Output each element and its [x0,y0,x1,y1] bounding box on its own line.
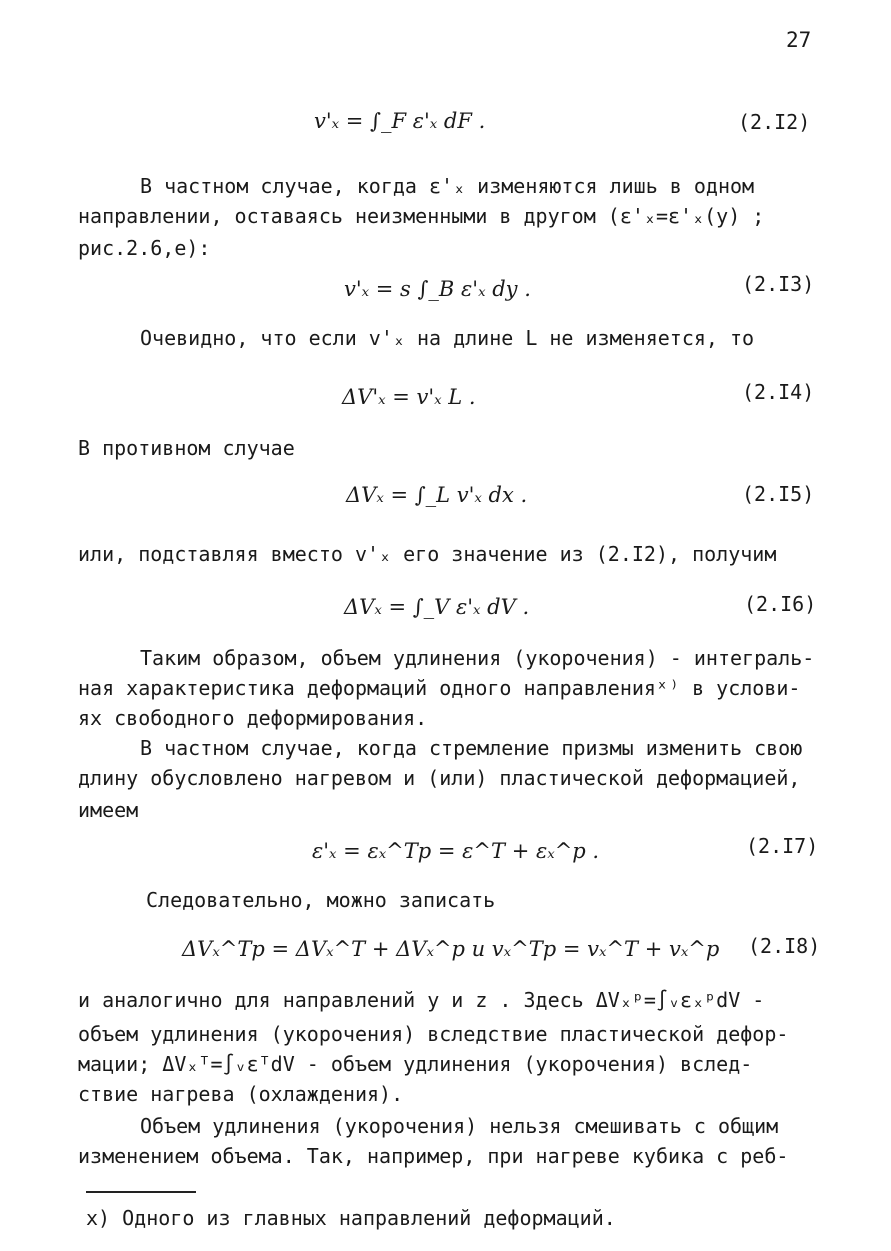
page-number: 27 [786,28,812,52]
equation-number-2-15: (2.I5) [742,482,815,506]
text-line: Объем удлинения (укорочения) нельзя смешивать с общим [140,1114,779,1138]
equation-number-2-16: (2.I6) [744,592,817,616]
text-line: Очевидно, что если v'ₓ на длине L не изменяется, то [140,326,755,350]
text-line: имеем [78,798,139,822]
equation-number-2-18: (2.I8) [748,934,821,958]
text-line: направлении, оставаясь неизменными в другом (ε'ₓ=ε'ₓ(y) ; [78,204,765,228]
text-line: ная характеристика деформаций одного направленияˣ⁾ в услови- [78,676,801,700]
text-line: В частном случае, когда ε'ₓ изменяются лишь в одном [140,174,755,198]
text-line: изменением объема. Так, например, при нагреве кубика с реб- [78,1144,789,1168]
equation-number-2-17: (2.I7) [746,834,819,858]
text-line: Таким образом, объем удлинения (укорочения) - интеграль- [140,646,815,670]
text-line: объем удлинения (укорочения) вследствие пластической дефор- [78,1022,789,1046]
text-line: В частном случае, когда стремление призмы изменить свою [140,736,803,760]
equation-2-18: ΔVₓ^Tp = ΔVₓ^T + ΔVₓ^p и vₓ^Tp = vₓ^T + vₓ^p [182,937,720,961]
text-line: рис.2.6,е): [78,236,211,260]
equation-number-2-14: (2.I4) [742,380,815,404]
equation-number-2-13: (2.I3) [742,272,815,296]
equation-2-13: v'ₓ = s ∫_B ε'ₓ dy . [344,277,531,301]
text-line: мации; ΔVₓᵀ=∫ᵥεᵀdV - объем удлинения (укорочения) вслед- [78,1052,753,1076]
text-line: Следовательно, можно записать [146,888,496,912]
footnote: x) Одного из главных направлений деформаций. [86,1206,616,1230]
footnote-divider [86,1191,196,1193]
text-line: ях свободного деформирования. [78,706,428,730]
text-line: В противном случае [78,436,295,460]
text-line: или, подставляя вместо v'ₓ его значение из (2.I2), получим [78,542,777,566]
equation-2-17: ε'ₓ = εₓ^Tp = ε^T + εₓ^p . [312,839,600,863]
equation-number-2-12: (2.I2) [738,110,811,134]
equation-2-12: v'ₓ = ∫_F ε'ₓ dF . [314,109,486,133]
equation-2-14: ΔV'ₓ = v'ₓ L . [342,385,476,409]
equation-2-15: ΔVₓ = ∫_L v'ₓ dx . [346,483,528,507]
text-line: и аналогично для направлений y и z . Здесь ΔVₓᵖ=∫ᵥεₓᵖdV - [78,988,765,1012]
text-line: ствие нагрева (охлаждения). [78,1082,404,1106]
equation-2-16: ΔVₓ = ∫_V ε'ₓ dV . [344,595,530,619]
text-line: длину обусловлено нагревом и (или) пластической деформацией, [78,766,801,790]
